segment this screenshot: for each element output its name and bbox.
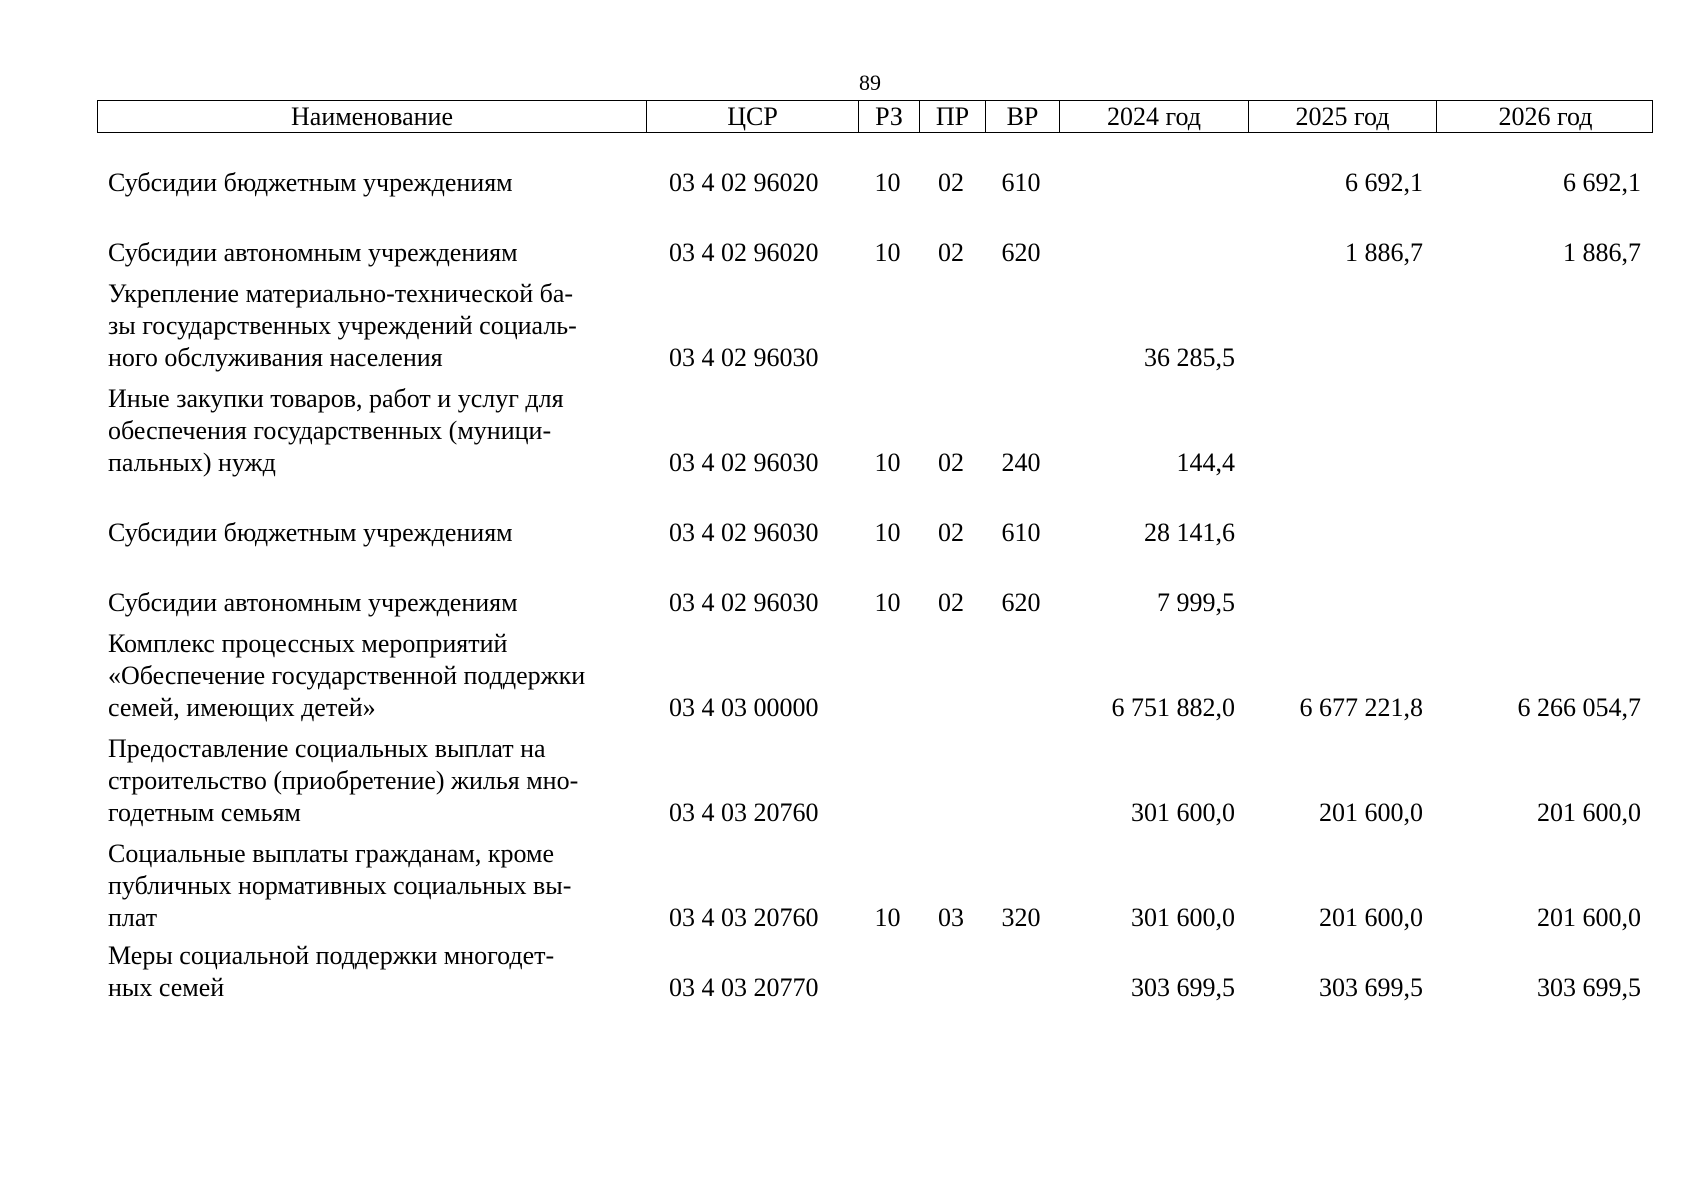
table-row: [97, 724, 1653, 829]
row-2025: 201 600,0: [1319, 798, 1423, 827]
table-body: [97, 133, 1653, 1004]
row-rz: 10: [874, 168, 901, 197]
row-name-line: плат: [108, 903, 158, 932]
row-name-line: Комплекс процессных мероприятий: [108, 629, 508, 658]
table-row: [97, 133, 1653, 199]
row-name: [97, 278, 645, 374]
row-csr: 03 4 02 96020: [669, 238, 819, 267]
table-row: [97, 549, 1653, 619]
row-vr: 620: [1001, 238, 1041, 267]
row-pr: 02: [938, 238, 964, 267]
row-2025: 303 699,5: [1319, 973, 1423, 1002]
row-name-line: обеспечения государственных (муници-: [108, 416, 552, 445]
row-name-line: Субсидии автономным учреждениям: [108, 588, 518, 617]
row-pr: 02: [938, 448, 964, 477]
row-2026: 303 699,5: [1537, 973, 1641, 1002]
row-pr: 03: [938, 903, 964, 932]
row-name-line: Иные закупки товаров, работ и услуг для: [108, 384, 564, 413]
header-2025: 2025 год: [1248, 101, 1436, 132]
row-csr: 03 4 03 20770: [669, 973, 819, 1002]
row-2026: 1 886,7: [1563, 238, 1641, 267]
table-row: [97, 199, 1653, 269]
row-name-line: ных семей: [108, 973, 225, 1002]
row-name: [97, 587, 645, 619]
row-name-line: Социальные выплаты гражданам, кроме: [108, 839, 554, 868]
header-pr: ПР: [919, 101, 985, 132]
row-rz: 10: [874, 903, 901, 932]
row-name-line: Субсидии автономным учреждениям: [108, 238, 518, 267]
row-name-line: публичных нормативных социальных вы-: [108, 871, 572, 900]
row-name: [97, 838, 645, 934]
row-2024: 303 699,5: [1131, 973, 1235, 1002]
table-row: [97, 619, 1653, 724]
row-2024: 36 285,5: [1144, 343, 1235, 372]
table-row: [97, 479, 1653, 549]
row-csr: 03 4 02 96020: [669, 168, 819, 197]
table-row: [97, 374, 1653, 479]
row-name: [97, 383, 645, 479]
row-rz: 10: [874, 448, 901, 477]
row-csr: 03 4 03 20760: [669, 798, 819, 827]
table-row: [97, 934, 1653, 1004]
table-header: [97, 100, 1653, 133]
row-csr: 03 4 02 96030: [669, 518, 819, 547]
row-2026: 6 692,1: [1563, 168, 1641, 197]
row-2025: 6 692,1: [1345, 168, 1423, 197]
row-name-line: Меры социальной поддержки многодет-: [108, 941, 555, 970]
row-name-line: Субсидии бюджетным учреждениям: [108, 168, 513, 197]
row-csr: 03 4 03 00000: [669, 693, 819, 722]
row-name-line: «Обеспечение государственной поддержки: [108, 661, 586, 690]
row-vr: 610: [1001, 518, 1041, 547]
row-2024: 28 141,6: [1144, 518, 1235, 547]
row-2024: 301 600,0: [1131, 798, 1235, 827]
header-name: Наименование: [291, 102, 453, 131]
row-rz: 10: [874, 518, 901, 547]
row-name-line: ного обслуживания населения: [108, 343, 443, 372]
row-name-line: Субсидии бюджетным учреждениям: [108, 518, 513, 547]
row-name: [97, 517, 645, 549]
table-row: [97, 269, 1653, 374]
row-vr: 620: [1001, 588, 1041, 617]
row-pr: 02: [938, 518, 964, 547]
page-number: 89: [859, 70, 881, 95]
row-csr: 03 4 02 96030: [669, 448, 819, 477]
table-row: [97, 829, 1653, 934]
header-rz: РЗ: [858, 101, 919, 132]
row-rz: 10: [874, 238, 901, 267]
row-pr: 02: [938, 168, 964, 197]
row-2024: 301 600,0: [1131, 903, 1235, 932]
row-name-line: Предоставление социальных выплат на: [108, 734, 546, 763]
row-name-line: годетным семьям: [108, 798, 301, 827]
row-name: [97, 940, 645, 1004]
row-name: [97, 628, 645, 724]
row-vr: 240: [1001, 448, 1041, 477]
row-name-line: строительство (приобретение) жилья мно-: [108, 766, 579, 795]
header-vr: ВР: [985, 101, 1059, 132]
row-rz: 10: [874, 588, 901, 617]
row-name-line: пальных) нужд: [108, 448, 276, 477]
row-2024: 144,4: [1176, 448, 1235, 477]
header-csr: ЦСР: [646, 101, 858, 132]
row-csr: 03 4 03 20760: [669, 903, 819, 932]
row-vr: 610: [1001, 168, 1041, 197]
row-2026: 201 600,0: [1537, 798, 1641, 827]
row-name: [97, 733, 645, 829]
row-2025: 6 677 221,8: [1299, 693, 1423, 722]
row-name-line: зы государственных учреждений социаль-: [108, 311, 577, 340]
header-2026: 2026 год: [1436, 101, 1654, 132]
row-2026: 201 600,0: [1537, 903, 1641, 932]
row-csr: 03 4 02 96030: [669, 343, 819, 372]
row-2026: 6 266 054,7: [1517, 693, 1641, 722]
row-name-line: семей, имеющих детей»: [108, 693, 376, 722]
budget-table: [97, 100, 1653, 1004]
row-name: [97, 167, 645, 199]
row-2025: 201 600,0: [1319, 903, 1423, 932]
row-2025: 1 886,7: [1345, 238, 1423, 267]
row-pr: 02: [938, 588, 964, 617]
row-2024: 6 751 882,0: [1111, 693, 1235, 722]
row-vr: 320: [1001, 903, 1041, 932]
row-2024: 7 999,5: [1157, 588, 1235, 617]
row-name: [97, 237, 645, 269]
row-csr: 03 4 02 96030: [669, 588, 819, 617]
header-2024: 2024 год: [1059, 101, 1248, 132]
row-name-line: Укрепление материально-технической ба-: [108, 279, 574, 308]
